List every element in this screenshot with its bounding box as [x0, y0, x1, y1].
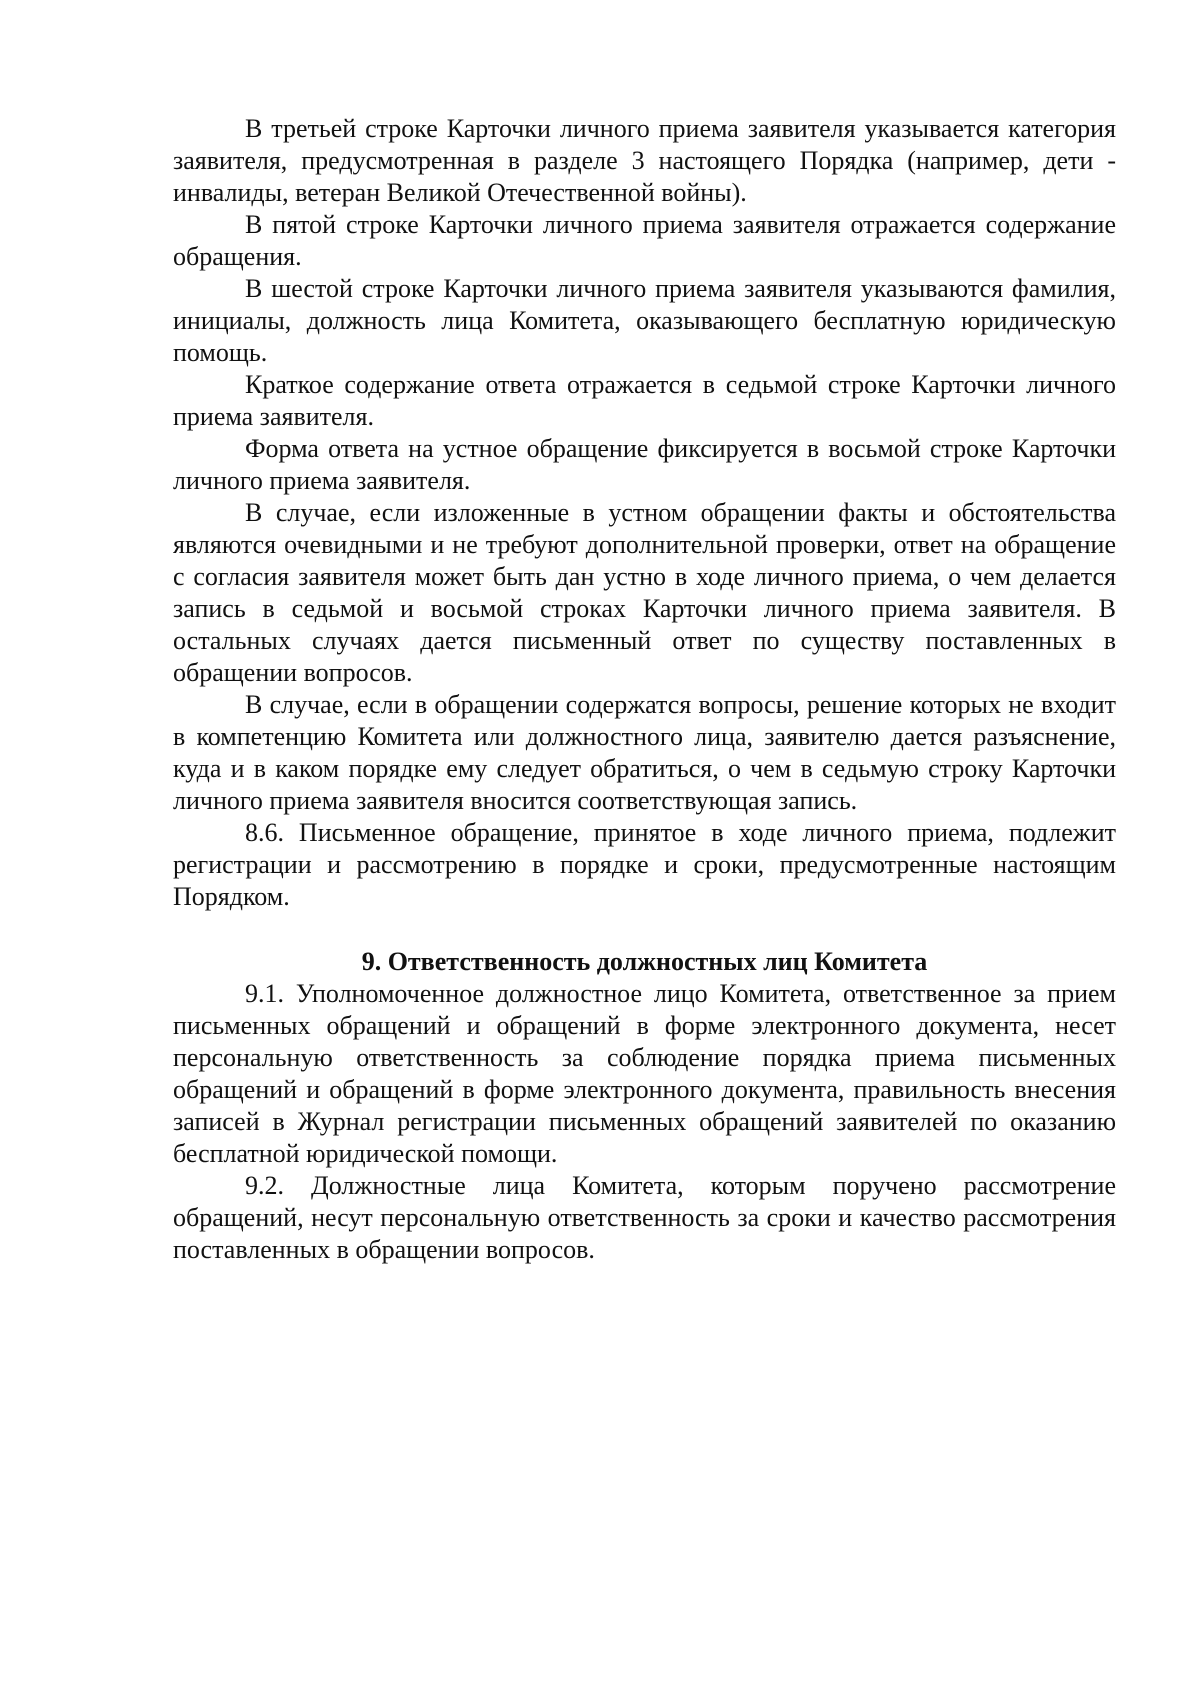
paragraph-8-6: 8.6. Письменное обращение, принятое в ходе личного приема, подлежит регистрации и рассмотрению в порядке и сроки, предусмотренные настоящим Порядком. [173, 818, 1116, 911]
paragraph-fifth-line: В пятой строке Карточки личного приема заявителя отражается содержание обращения. [173, 210, 1116, 271]
section-heading-9: 9. Ответственность должностных лиц Комитета [361, 947, 928, 976]
paragraph-out-of-competence: В случае, если в обращении содержатся вопросы, решение которых не входит в компетенцию Комитета или должностного лица, заявителю дается разъяснение, куда и в каком порядке ему следует обратиться, о чем в седьмую строку Карточки личного приема заявителя вносится соответствующая запись. [173, 690, 1116, 815]
paragraph-sixth-line: В шестой строке Карточки личного приема заявителя указываются фамилия, инициалы, должность лица Комитета, оказывающего бесплатную юридическую помощь. [173, 274, 1116, 367]
paragraph-seventh-line: Краткое содержание ответа отражается в седьмой строке Карточки личного приема заявителя. [173, 370, 1116, 431]
paragraph-9-1: 9.1. Уполномоченное должностное лицо Комитета, ответственное за прием письменных обращений и обращений в форме электронного документа, несет персональную ответственность за соблюдение порядка приема письменных обращений и обращений в форме электронного документа, правильность внесения записей в Журнал регистрации письменных обращений заявителей по оказанию бесплатной юридической помощи. [173, 979, 1116, 1168]
paragraph-9-2: 9.2. Должностные лица Комитета, которым поручено рассмотрение обращений, несут персональную ответственность за сроки и качество рассмотрения поставленных в обращении вопросов. [173, 1171, 1116, 1264]
paragraph-third-line: В третьей строке Карточки личного приема заявителя указывается категория заявителя, предусмотренная в разделе 3 настоящего Порядка (например, дети - инвалиды, ветеран Великой Отечественной войны). [173, 114, 1116, 207]
paragraph-oral-answer: В случае, если изложенные в устном обращении факты и обстоятельства являются очевидными и не требуют дополнительной проверки, ответ на обращение с согласия заявителя может быть дан устно в ходе личного приема, о чем делается запись в седьмой и восьмой строках Карточки личного приема заявителя. В остальных случаях дается письменный ответ по существу поставленных в обращении вопросов. [173, 498, 1116, 687]
paragraph-eighth-line: Форма ответа на устное обращение фиксируется в восьмой строке Карточки личного приема заявителя. [173, 434, 1116, 495]
document-body [173, 113, 1116, 1266]
